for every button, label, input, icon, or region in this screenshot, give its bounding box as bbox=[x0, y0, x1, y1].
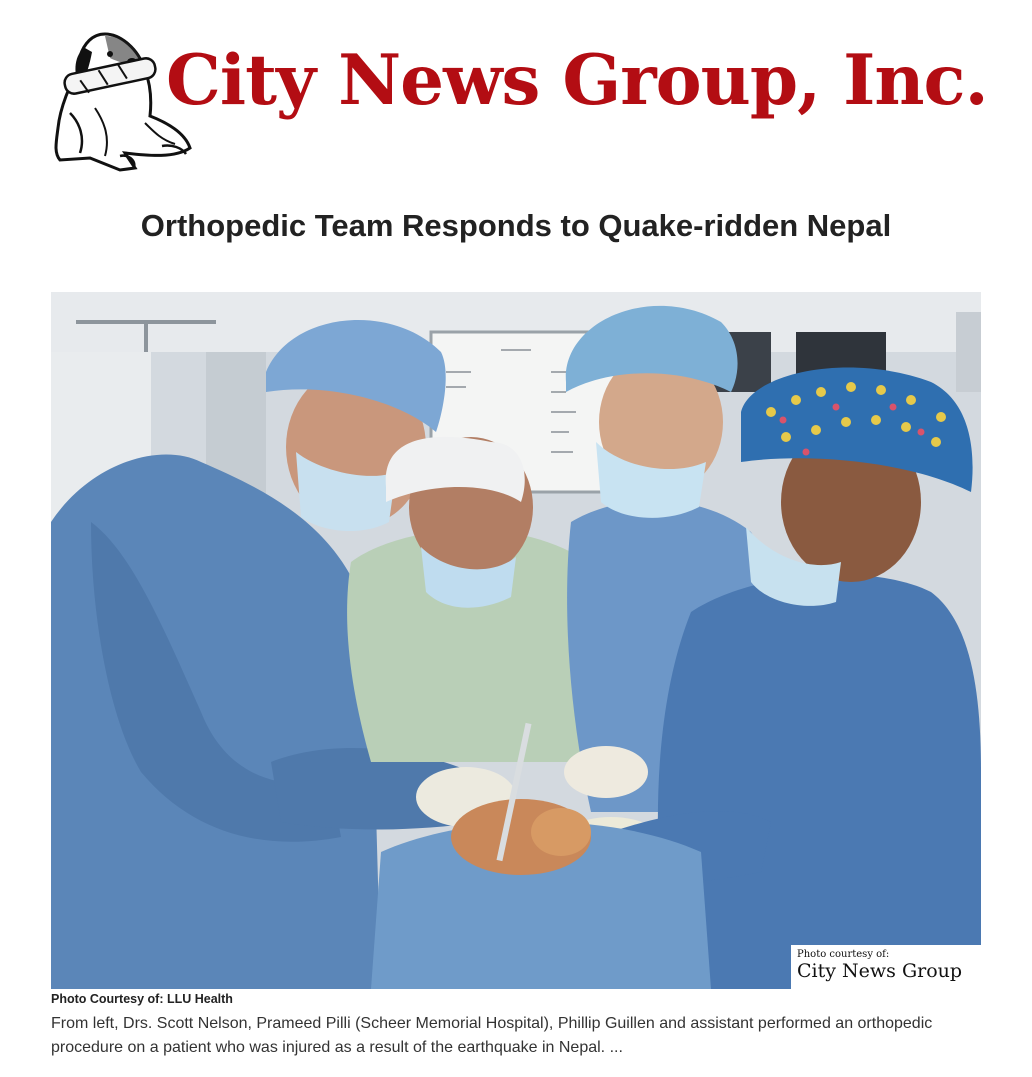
watermark-brand: City News Group bbox=[797, 960, 963, 982]
masthead[interactable] bbox=[50, 28, 988, 176]
article-headline[interactable]: Orthopedic Team Responds to Quake-ridden Nepal bbox=[140, 208, 892, 243]
watermark-label: Photo courtesy of: bbox=[797, 949, 890, 960]
site-name[interactable]: City News Group, Inc. bbox=[166, 40, 988, 121]
article-caption[interactable]: From left, Drs. Scott Nelson, Prameed Pilli (Scheer Memorial Hospital), Phillip Guillen and assistant performed an orthopedic procedure on a patient who was injured as a result of the earthquake in Nepal. ... bbox=[51, 1015, 933, 1056]
photo-credit: Photo Courtesy of: LLU Health bbox=[51, 992, 233, 1006]
photo-watermark bbox=[791, 945, 981, 989]
article-photo[interactable] bbox=[51, 292, 981, 989]
surgery-photo bbox=[51, 292, 981, 989]
